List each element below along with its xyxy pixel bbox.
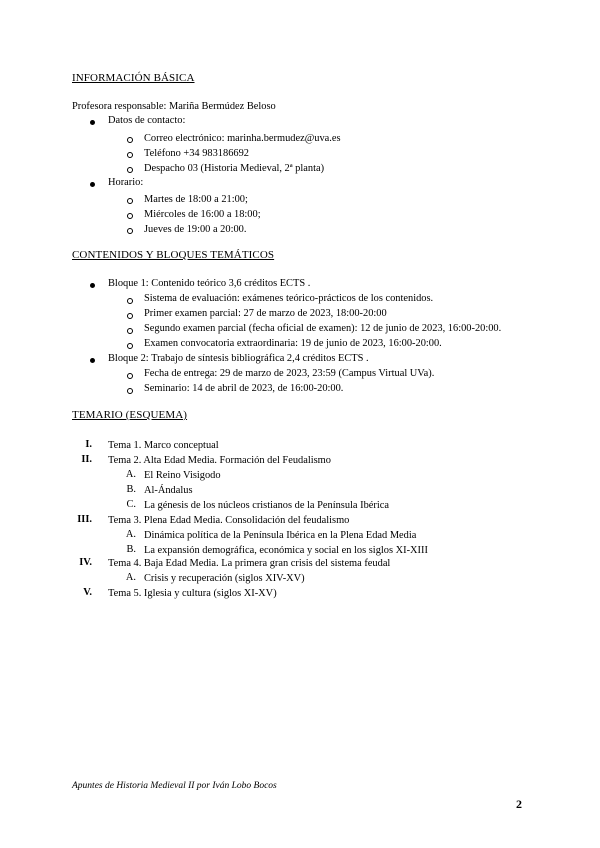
topic-title: Tema 4. Baja Edad Media. La primera gran crisis del sistema feudal — [108, 558, 391, 569]
circle-bullet-icon — [127, 343, 133, 349]
circle-bullet-icon — [127, 313, 133, 319]
subtopic-text: Al-Ándalus — [144, 485, 193, 496]
subtopic-letter: B. — [126, 544, 136, 555]
section-heading-info: INFORMACIÓN BÁSICA — [72, 72, 195, 84]
subtopic-text: El Reino Visigodo — [144, 470, 221, 481]
topic-number: II. — [81, 454, 92, 465]
circle-bullet-icon — [127, 198, 133, 204]
circle-bullet-icon — [127, 373, 133, 379]
bullet-icon — [90, 283, 95, 288]
circle-bullet-icon — [127, 167, 133, 173]
topic-title: Tema 1. Marco conceptual — [108, 440, 219, 451]
contact-phone: Teléfono +34 983186692 — [144, 148, 249, 159]
page-number: 2 — [516, 797, 522, 811]
subtopic-letter: A. — [125, 529, 136, 540]
block-2-item: Seminario: 14 de abril de 2023, de 16:00-20:00. — [144, 383, 344, 394]
subtopic-letter: A. — [125, 469, 136, 480]
subtopic-text: La génesis de los núcleos cristianos de la Península Ibérica — [144, 500, 389, 511]
block-1-title: Bloque 1: Contenido teórico 3,6 créditos ECTS . — [108, 278, 311, 289]
circle-bullet-icon — [127, 298, 133, 304]
page-footer: Apuntes de Historia Medieval II por Iván Lobo Bocos — [72, 781, 277, 791]
circle-bullet-icon — [127, 228, 133, 234]
contact-label: Datos de contacto: — [108, 115, 186, 126]
section-heading-contents: CONTENIDOS Y BLOQUES TEMÁTICOS — [72, 249, 275, 261]
schedule-label: Horario: — [108, 177, 144, 188]
bullet-icon — [90, 182, 95, 187]
subtopic-text: Dinámica política de la Península Ibérica en la Plena Edad Media — [144, 530, 417, 541]
circle-bullet-icon — [127, 328, 133, 334]
block-2-title: Bloque 2: Trabajo de síntesis bibliográfica 2,4 créditos ECTS . — [108, 353, 369, 364]
teacher-line: Profesora responsable: Mariña Bermúdez Beloso — [72, 101, 276, 112]
topic-number: V. — [83, 587, 92, 598]
block-1-item: Segundo examen parcial (fecha oficial de examen): 12 de junio de 2023, 16:00-20:00. — [144, 323, 502, 334]
block-1-item: Sistema de evaluación: exámenes teórico-prácticos de los contenidos. — [144, 293, 434, 304]
subtopic-text: La expansión demográfica, económica y social en los siglos XI-XIII — [144, 545, 428, 556]
schedule-item: Miércoles de 16:00 a 18:00; — [144, 209, 261, 220]
section-heading-syllabus: TEMARIO (ESQUEMA) — [72, 409, 188, 421]
bullet-icon — [90, 358, 95, 363]
topic-title: Tema 3. Plena Edad Media. Consolidación del feudalismo — [108, 515, 350, 526]
circle-bullet-icon — [127, 213, 133, 219]
subtopic-text: Crisis y recuperación (siglos XIV-XV) — [144, 573, 305, 584]
schedule-item: Jueves de 19:00 a 20:00. — [144, 224, 247, 235]
bullet-icon — [90, 120, 95, 125]
schedule-item: Martes de 18:00 a 21:00; — [144, 194, 248, 205]
circle-bullet-icon — [127, 152, 133, 158]
topic-number: IV. — [79, 557, 92, 568]
circle-bullet-icon — [127, 137, 133, 143]
contact-office: Despacho 03 (Historia Medieval, 2ª planta) — [144, 163, 325, 174]
subtopic-letter: A. — [125, 572, 136, 583]
topic-number: III. — [77, 514, 92, 525]
subtopic-letter: C. — [126, 499, 136, 510]
topic-title: Tema 5. Iglesia y cultura (siglos XI-XV) — [108, 588, 277, 599]
block-1-item: Examen convocatoria extraordinaria: 19 de junio de 2023, 16:00-20:00. — [144, 338, 442, 349]
block-1-item: Primer examen parcial: 27 de marzo de 2023, 18:00-20:00 — [144, 308, 387, 319]
circle-bullet-icon — [127, 388, 133, 394]
contact-email: Correo electrónico: marinha.bermudez@uva.es — [144, 133, 341, 144]
block-2-item: Fecha de entrega: 29 de marzo de 2023, 23:59 (Campus Virtual UVa). — [144, 368, 435, 379]
subtopic-letter: B. — [126, 484, 136, 495]
topic-number: I. — [85, 439, 92, 450]
topic-title: Tema 2. Alta Edad Media. Formación del Feudalismo — [108, 455, 331, 466]
